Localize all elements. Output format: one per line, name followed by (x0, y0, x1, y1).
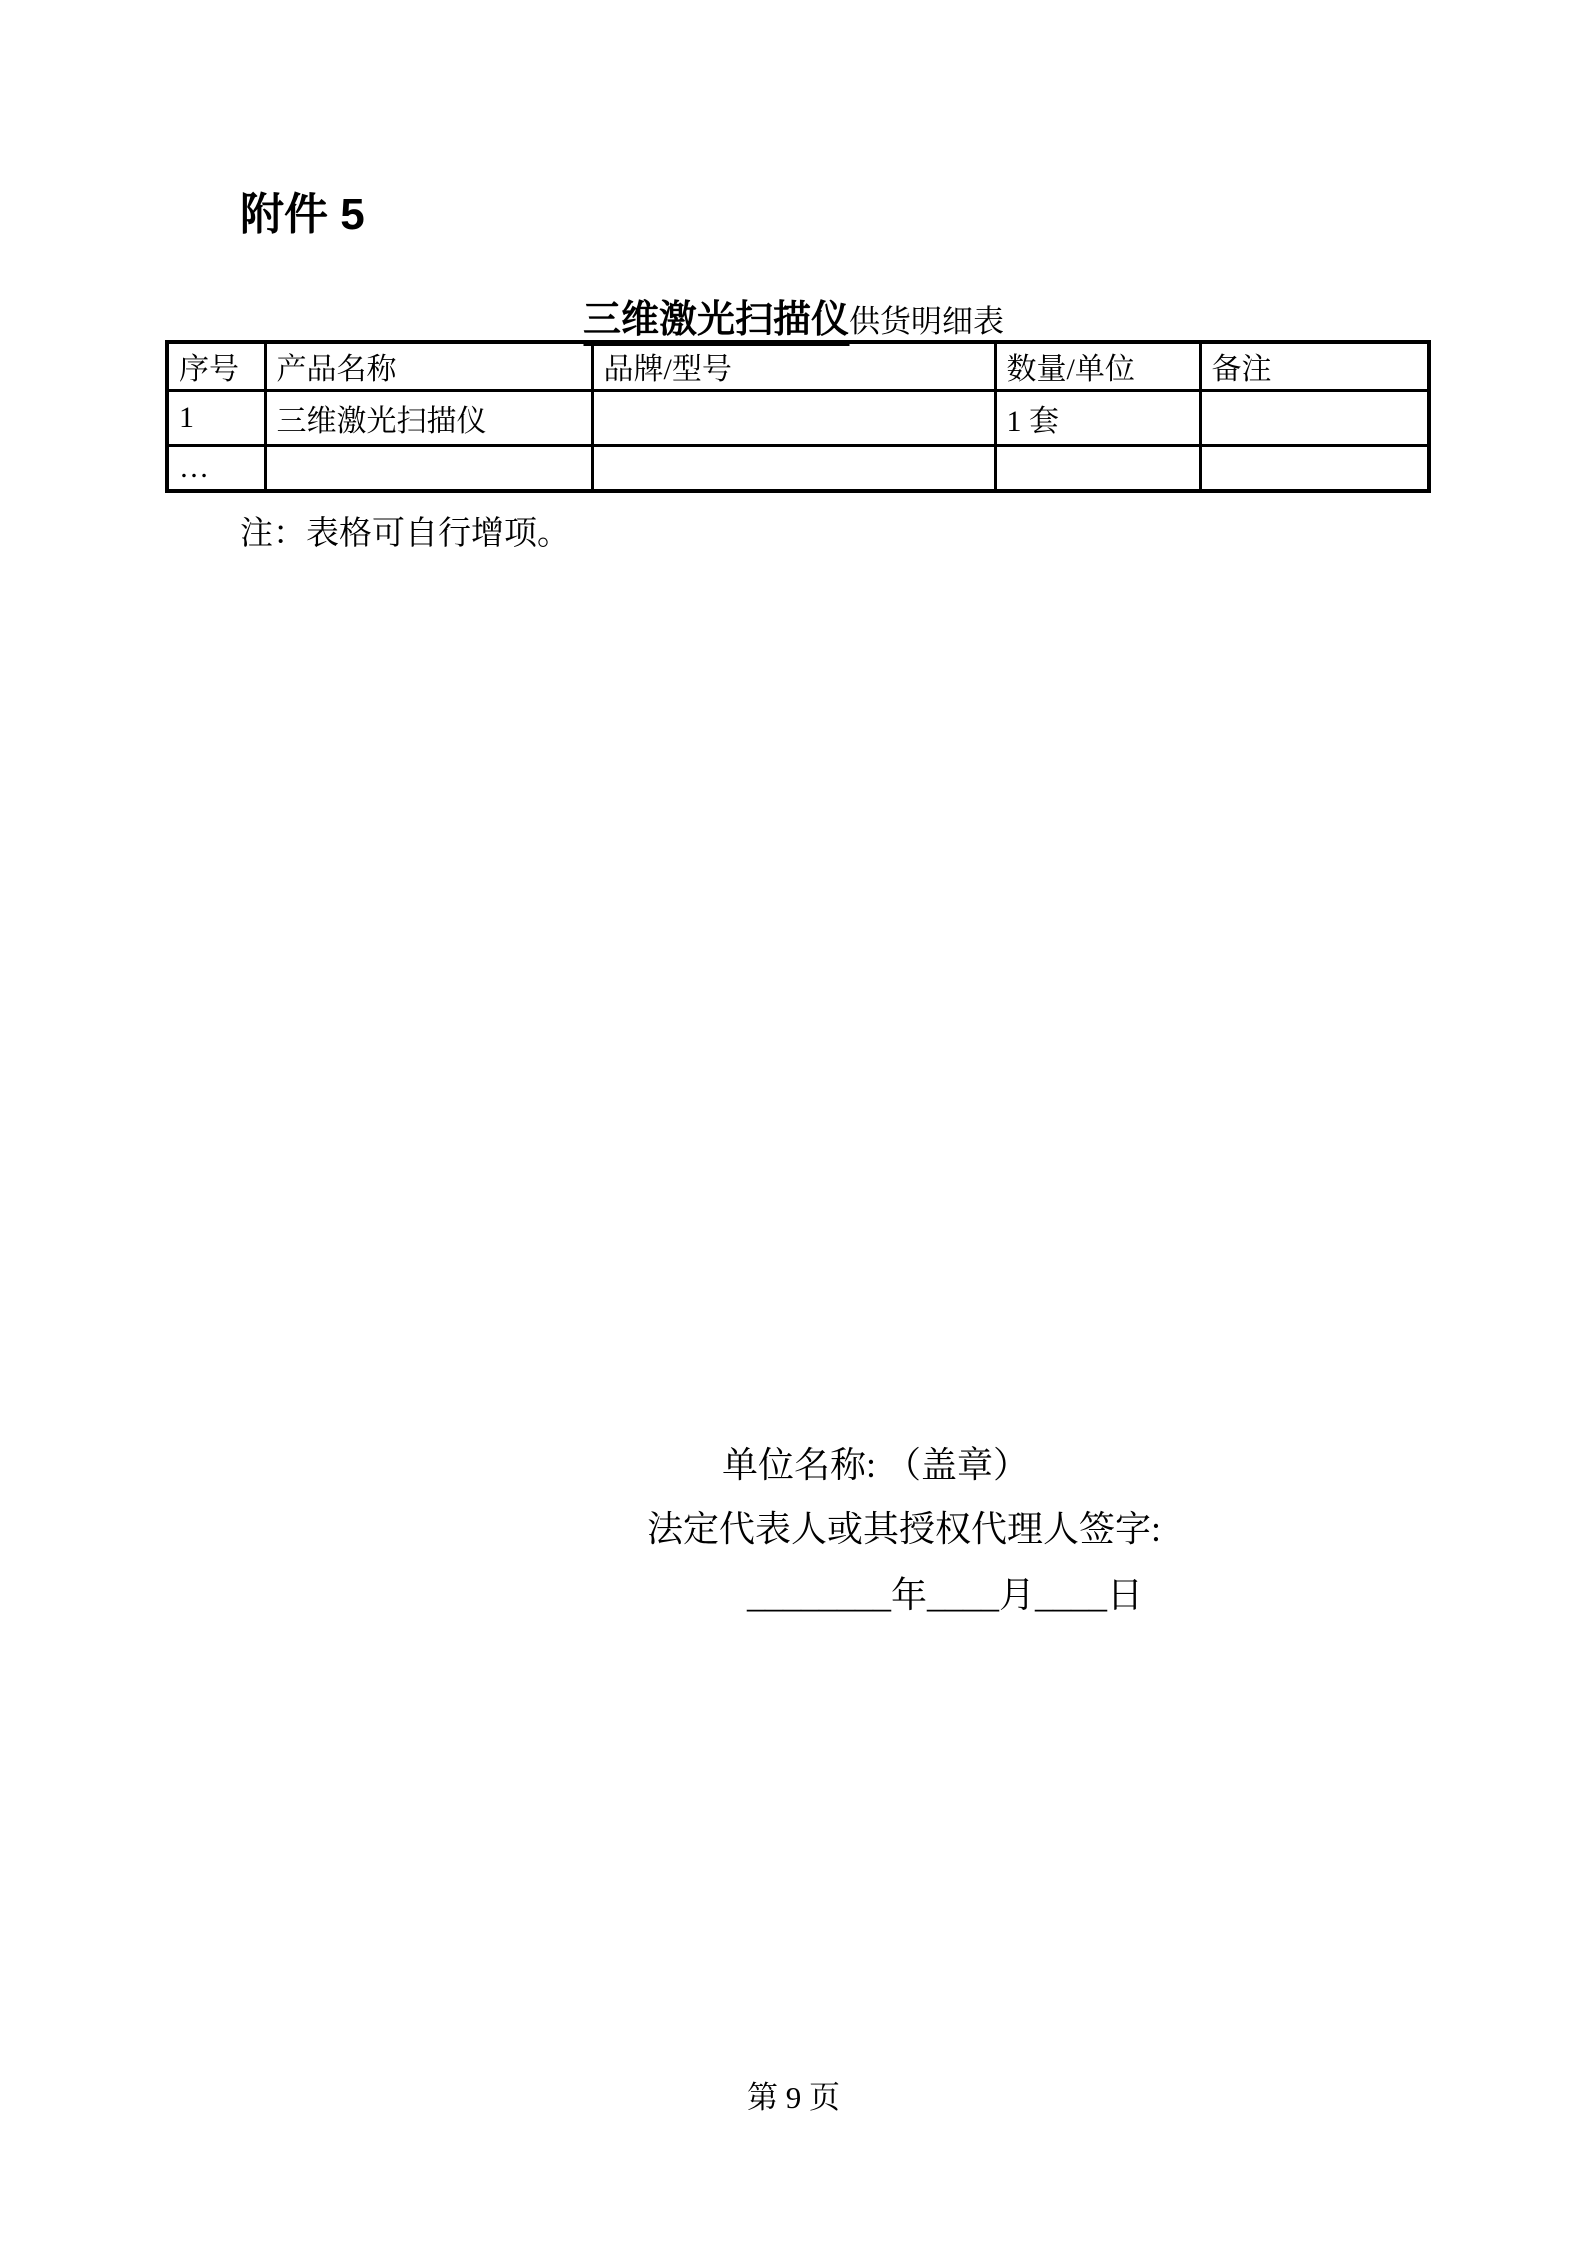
cell-remark (1200, 390, 1429, 445)
cell-brand-model (592, 445, 995, 491)
supply-table (165, 340, 1431, 493)
note-text: 注：表格可自行增项。 (240, 516, 570, 552)
header-cell-product: 产品名称 (265, 342, 592, 390)
header-cell-brand-model: 品牌/型号 (592, 342, 995, 390)
cell-index: … (167, 445, 265, 491)
cell-quantity: 1 套 (995, 390, 1200, 445)
cell-product: 三维激光扫描仪 (265, 390, 592, 445)
cell-quantity (995, 445, 1200, 491)
table-title (583, 288, 1004, 343)
header-cell-index: 序号 (167, 342, 265, 390)
title-product-name: 三维激光扫描仪 (583, 299, 849, 346)
table-row (167, 445, 1429, 491)
cell-product (265, 445, 592, 491)
title-suffix: 供货明细表 (849, 304, 1005, 339)
cell-brand-model (592, 390, 995, 445)
page-footer: 第 9 页 (747, 2080, 840, 2115)
cell-index: 1 (167, 390, 265, 445)
date-line: ________年____月____日 (747, 1575, 1143, 1615)
table-row (167, 390, 1429, 445)
attachment-label: 附件 5 (240, 190, 365, 239)
cell-remark (1200, 445, 1429, 491)
representative-signature-line: 法定代表人或其授权代理人签字: (647, 1509, 1162, 1549)
header-cell-remark: 备注 (1200, 342, 1429, 390)
header-cell-quantity: 数量/单位 (995, 342, 1200, 390)
unit-name-line: 单位名称: （盖章） (722, 1445, 1030, 1485)
table-header-row (167, 342, 1429, 390)
